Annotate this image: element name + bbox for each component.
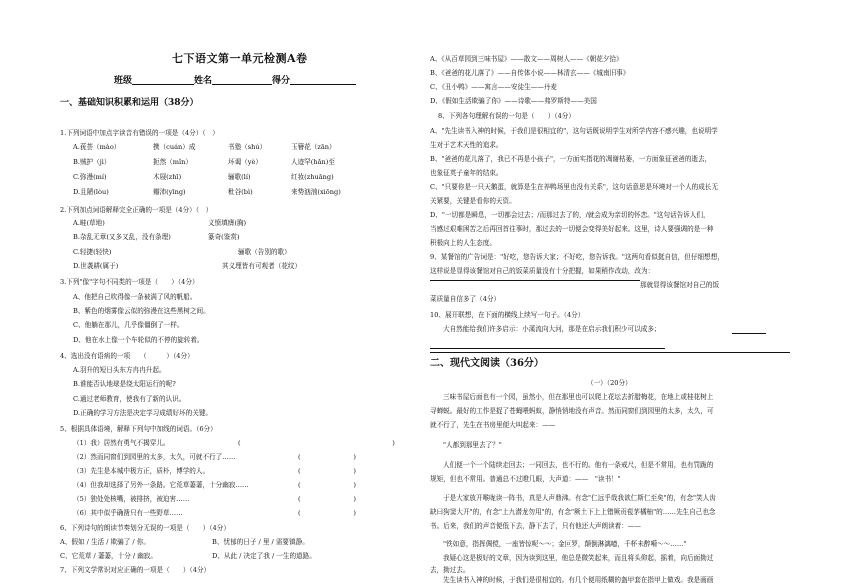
q3-stem: 3.下列"像"字句不同类的一项是（ ）（4分）	[60, 278, 199, 286]
q4-stem: 4、选出没有语病的一项 （ ）（4分）	[60, 352, 194, 360]
q1-row2-d: 人迹罕(hǎn)至	[291, 158, 335, 166]
q5-answer-3[interactable]: ( )	[298, 467, 356, 475]
passage-line-6: 规矩，但也不常用。普通总不过瞪几眼，大声道：—— "读书！"	[430, 475, 621, 483]
q5-answer-6[interactable]: ( )	[298, 509, 356, 517]
q8-option-a-line1: A、"先生读书入神的时候，于我们是很相宜的"，这句话既说明学生对所学内容不感兴趣，也说明学	[430, 127, 718, 135]
q7-stem: 7、下列文学常识对应正确的一项是（ ）（4分）	[60, 566, 211, 574]
passage-line-4: "人都到那里去了？"	[443, 441, 502, 449]
q6-option-d: D、从此 / 决定了我 / 一生的道路。	[212, 552, 316, 560]
section-divider	[430, 352, 790, 353]
q5-item-6: （6）其中似乎确凿只有一些野草……	[73, 509, 183, 517]
q9-line2: 这样说是显得该餐馆对自己的饭菜质量没有十分把握，如果稍作改动，改为：	[430, 267, 655, 275]
q5-answer-5[interactable]: ( )	[298, 495, 356, 503]
section1-heading: 一、基础知识积累和运用（38分）	[60, 98, 199, 108]
q8-option-a-line2: 生对于艺术天性的追求。	[430, 141, 503, 149]
q6-option-b: B、忧郁的日子 / 里 / 需要镇静。	[212, 538, 309, 546]
q1-row1-a: A.莸荟（mào）	[73, 143, 121, 151]
class-field[interactable]	[132, 76, 194, 85]
q5-item-3: （3）先生是本城中极方正，质朴，博学的人。	[73, 467, 210, 475]
q2-option-b1: B.杂乱无章(又多又乱，没有条理)	[73, 233, 171, 241]
q1-row4-a: D.且陋(lòu)	[73, 188, 109, 196]
q5-answer-2[interactable]: ( )	[298, 453, 356, 461]
q1-row1-c: 书塾（shú）	[228, 143, 267, 151]
q1-row4-c: 秕谷(bì)	[228, 188, 253, 196]
q1-row1-b: 携（cuán）成	[153, 143, 196, 151]
q8-option-d-line3: 积极向上的人生态度。	[430, 239, 496, 247]
q4-option-a: A.羽升的短日头东方冉冉升起。	[73, 366, 166, 374]
q2-stem: 2.下列加点词语解释完全正确的一项是（4分）（ ）	[60, 206, 213, 214]
q9-line3-end	[640, 281, 719, 289]
q1-row2-c: 坏谒（yè）	[228, 158, 263, 166]
q5-answer-4[interactable]: ( )	[298, 481, 356, 489]
passage-line-12: 去，拗过去。	[430, 566, 470, 574]
class-label: 班级	[114, 76, 133, 86]
passage-line-13: 先生读书入神的时候，于我们是很相宜的。有几个便用纸糊的盔甲套在指甲上做戏。我是画画	[443, 576, 714, 584]
left-column	[60, 0, 415, 588]
q8-option-b-line2: 也象征英子童年的结束。	[430, 169, 503, 177]
score-label: 得分	[272, 76, 291, 86]
q9-line4: 菜质量自信多了（4分）	[430, 295, 501, 303]
q8-stem: 8、下列各句理解有误的一句是（ ）（4分）	[438, 112, 575, 120]
q2-option-b2: 篆奇(鉴赏)	[208, 233, 240, 241]
section2-heading: 二、现代文阅读（36分）	[430, 358, 544, 369]
q7-option-b: B、《爸爸的花儿落了》——自传体小说——林清玄——《城南旧事》	[430, 69, 630, 77]
passage-line-3: 就不行了，先生在书房里便大叫起来：——	[430, 421, 556, 429]
q1-row3-b: 木屐(zhī)	[153, 173, 182, 181]
q8-option-d-line1: D、"一切都是瞬息，一切都会过去；/而那过去了的，/就会成为亲切的怀恋。"这句话告诉人们，	[430, 211, 710, 219]
q3-option-a: A、他把自己吹得像一条被满了风的帆船。	[73, 293, 197, 301]
q6-stem: 6、下列诗句的朗读节奏划分无误的一项是（ ）（4分）	[60, 524, 230, 532]
passage-line-11: 我疑心这是极好的文章，因为读到这里，他总是微笑起来，而且将头仰起，摇着，向后面拗过	[443, 554, 714, 562]
q8-option-c-line2: 关紧要，关键是看你的天资。	[430, 197, 516, 205]
passage-line-5: 人们便一个一个陆续走回去；一同回去，也不行的。他有一条戒尺，但是不常用，也有罚跪的	[443, 461, 714, 469]
q9-line3-text: 那就显得该餐馆对自己的饭	[640, 281, 720, 289]
q8-option-c-line1: C、"只要你是一只天鹅蛋，就算是生在养鸭场里也没有关系"，这句话意思是环境对一个人的成长无	[430, 183, 719, 191]
q6-option-a: A、假如 / 生活 / 欺骗了 / 你。	[60, 538, 150, 546]
q10-stem: 10、展开联想，在下面的横线上续写一句子。（4分）	[430, 311, 585, 319]
page-title: 七下语文第一单元检测A卷	[172, 52, 308, 65]
q5-item-1: （1）我）居然有勇气不揭穿儿。	[73, 439, 170, 447]
q8-option-b-line1: B、"爸爸的花儿落了，我已不再是小孩子"，一方面实指花的凋谢枯萎，一方面象征爸爸的逝去，	[430, 155, 712, 163]
q4-option-b: B.谁能否认地球是绕太阳运行的呢?	[73, 380, 176, 388]
q1-row4-d: 来势汹汹(xiōng)	[291, 188, 341, 196]
q1-stem: 1.下列词语中加点字读音有错误的一项是（4分）（ ）	[60, 129, 219, 137]
q1-row1-d: 玉簪花（zān）	[291, 143, 336, 151]
q5-item-5: （5）独处处核嘴，被排挤，被迫害……	[73, 495, 190, 503]
student-info-line	[114, 76, 356, 85]
q7-option-d: D、《假如生活欺骗了你》——诗歌——弗罗斯特——美国	[430, 97, 597, 105]
q6-option-c: C、它荒草 / 萋萋，十分 / 幽寂。	[60, 552, 157, 560]
q4-option-c: C.通过老师教育，使我有了新的认识。	[73, 395, 186, 403]
right-column	[430, 0, 790, 588]
q10-answer-blank-2[interactable]	[430, 348, 665, 349]
q4-option-d: D.正确的学习方法是决定学习成绩好坏的关键。	[73, 409, 213, 417]
q10-answer-blank-1[interactable]	[732, 333, 766, 334]
q2-option-c2: 骊歌（告别的歌）	[238, 248, 291, 256]
q3-option-c: C、他躺在那儿，几乎像僵倒了一样。	[73, 321, 184, 329]
q5-item-4: （4）但我却选择了另外一条路。它荒草萋萋，十分幽寂……	[73, 481, 249, 489]
q2-option-d2: 其义理皆有可观者（花纹）	[222, 262, 302, 270]
passage-line-9: 书。后来，我们的声音便低下去，静下去了，只有他还大声朗读着：——	[430, 522, 641, 530]
q5-stem: 5、根据具体语境，解释下列句中加线的词语。（6分）	[60, 425, 217, 433]
q7-option-a: A、《从百草园到三味书屋》——散文——周树人——《朝花夕拾》	[430, 55, 623, 63]
q9-line1: 9、某餐馆的广告词是："好吃，您告诉大家；不好吃，您告诉我。"这两句看似挺自信，但仔细想想，	[430, 253, 724, 261]
q10-prompt: 大自然能给我们许多启示：小溪流向大河，那是在启示我们积少可以成多；	[443, 325, 661, 333]
q9-answer-blank[interactable]	[430, 280, 640, 281]
q2-option-d1: D.世袭耕(属于)	[73, 262, 119, 270]
passage-line-8: 缺曰狗窦大开"的，有念"上九潜龙勿用"的，有念"厥土下上上错厥贡苞茅橘柚"的……先生自己也念	[430, 508, 716, 516]
q5-item-2: （2）然而同窗们到园里的太多，太久，可就不行了……	[73, 453, 236, 461]
q1-row3-a: C.弥漫(mí)	[73, 173, 107, 181]
passage-line-2: 寻蝉蜕。最好的工作是捉了苍蝇喂蚂蚁，静悄悄地没有声音。然而同窗们到园里的太多，太久，可	[430, 407, 714, 415]
q3-option-b: B、紫色的烟雾像云似的弥漫在这些黑树之间。	[73, 307, 210, 315]
q1-row3-d: 红妆(zhuāng)	[291, 173, 334, 181]
passage-line-10: "铁如意，指挥倜傥，一座皆惊呢～～；金叵罗，颠倒淋漓噫，千杯未醉嗬～～……"	[443, 540, 687, 548]
q3-option-d: D、他在水上像一个车轮似的不停的旋转着。	[73, 336, 204, 344]
q5-answer-1[interactable]: ( )	[238, 439, 395, 447]
score-field[interactable]	[290, 76, 356, 85]
q7-option-c: C、《丑小鸭》——寓言——安徒生——丹麦	[430, 83, 558, 91]
q1-row3-c: 骊歌(lí)	[228, 173, 251, 181]
passage-line-7: 于是大家放开喉咙读一阵书，真是人声鼎沸。有念"仁远乎哉我欲仁斯仁至矣"的，有念"笑人齿	[443, 494, 716, 502]
passage-line-1: 三味书屋后面也有一个园，虽然小，但在那里也可以爬上花坛去折腊梅花，在地上或桂花树上	[443, 393, 714, 401]
name-label: 姓名	[194, 76, 213, 86]
part1-label: （一）（20分）	[587, 379, 632, 387]
q2-option-c1: C.轻捷(轻快)	[73, 248, 112, 256]
q1-row2-b: 扼然（mǐn）	[153, 158, 192, 166]
name-field[interactable]	[212, 76, 272, 85]
q8-option-d-line2: 当感过艰难困苦之后再回首往事时，那过去的一切便会变得美好起来。这里，诗人要强调的是一种	[430, 225, 714, 233]
q1-row2-a: B.贼护（jì）	[73, 158, 111, 166]
q1-row4-b: 瓣沛(yīng)	[153, 188, 186, 196]
q2-option-a2: 义愤填膺(胸)	[208, 219, 247, 227]
q2-option-a1: A.畦(草地)	[73, 219, 105, 227]
